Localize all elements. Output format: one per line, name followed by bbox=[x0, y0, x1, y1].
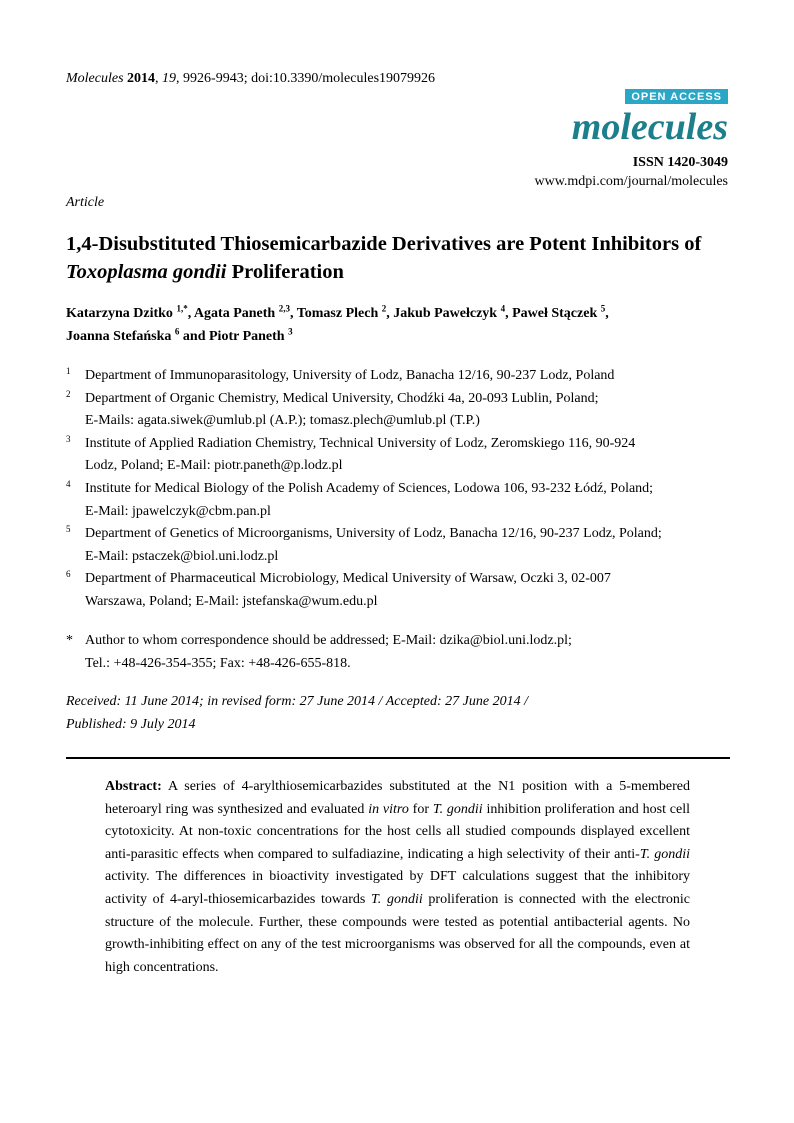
abstract-label: Abstract: bbox=[105, 779, 162, 794]
author-name: Tomasz Plech bbox=[296, 306, 379, 321]
affiliation-item bbox=[66, 568, 730, 613]
correspondence-line1: Author to whom correspondence should be addressed; E-Mail: dzika@biol.uni.lodz.pl; bbox=[85, 633, 572, 648]
author-sup: 6 bbox=[174, 326, 180, 337]
affiliation-text: Department of Genetics of Microorganisms, University of Lodz, Banacha 12/16, 90-237 Lodz, Poland; bbox=[85, 526, 662, 542]
correspondence bbox=[66, 630, 730, 675]
issn: ISSN 1420-3049 bbox=[632, 155, 728, 170]
affiliation-email: E-Mail: jpawelczyk@cbm.pan.pl bbox=[85, 503, 271, 519]
affiliation-number: 1 bbox=[66, 366, 71, 376]
affiliations bbox=[66, 365, 730, 614]
affiliation-email: Lodz, Poland; E-Mail: piotr.paneth@p.lodz.pl bbox=[85, 458, 343, 474]
author-sup: 5 bbox=[600, 303, 606, 314]
author-sup: 1, bbox=[176, 303, 184, 314]
abstract-text: A series of 4-arylthiosemicarbazides substituted at the N1 position with a 5-membered heteroaryl ring was synthesized and evaluated bbox=[105, 779, 690, 817]
abstract-text: activity. The differences in bioactivity investigated by DFT calculations suggest that the inhibitory activity of 4-aryl-thiosemicarbazides towards bbox=[105, 869, 690, 907]
title-italic: Toxoplasma gondii bbox=[66, 261, 227, 283]
affiliation-item bbox=[66, 433, 730, 478]
dates-line2: Published: 9 July 2014 bbox=[66, 717, 196, 732]
abstract-text: inhibition proliferation and host cell cytotoxicity. At non-toxic concentrations for the host cells all studied compounds displayed excellent anti-parasitic effects when compared to sulfadiazine, indicating a high selectivity of their anti- bbox=[105, 801, 690, 862]
open-access-badge: OPEN ACCESS bbox=[625, 89, 728, 104]
affiliation-text: Institute for Medical Biology of the Polish Academy of Sciences, Lodowa 106, 93-232 Łódź, Poland; bbox=[85, 480, 654, 496]
publication-dates bbox=[66, 690, 730, 736]
affiliation-item bbox=[66, 365, 730, 388]
author-name: Jakub Pawełczyk bbox=[393, 306, 498, 321]
affiliation-text: Department of Organic Chemistry, Medical University, Chodźki 4a, 20-093 Lublin, Poland; bbox=[85, 390, 599, 406]
abstract-italic: T. gondii bbox=[432, 801, 483, 817]
citation-line: Molecules 2014, 19, 9926-9943; doi:10.3390/molecules19079926 bbox=[66, 71, 436, 86]
title-part1: 1,4-Disubstituted Thiosemicarbazide Derivatives are Potent Inhibitors of bbox=[66, 233, 702, 255]
affiliation-text: Department of Immunoparasitology, University of Lodz, Banacha 12/16, 90-237 Lodz, Poland bbox=[85, 368, 615, 383]
abstract-text: for bbox=[408, 801, 433, 817]
author-list bbox=[66, 302, 730, 348]
journal-url[interactable]: www.mdpi.com/journal/molecules bbox=[534, 174, 728, 189]
author-sup: 2 bbox=[381, 303, 387, 314]
author-sep: , bbox=[605, 306, 609, 321]
author-name: Joanna Stefańska bbox=[66, 329, 172, 344]
author-sep: , bbox=[386, 306, 394, 321]
dates-line1: Received: 11 June 2014; in revised form: 27 June 2014 / Accepted: 27 June 2014 / bbox=[66, 694, 528, 709]
journal-logo: molecules bbox=[571, 106, 728, 148]
abstract-text: proliferation is connected with the electronic structure of the molecule. Further, these compounds were tested as potential antibacterial agents. No growth-inhibiting effect on any of the test microorganisms was observed for all the compounds, even at high concentrations. bbox=[105, 891, 690, 975]
abstract-italic: T. gondii bbox=[639, 846, 690, 862]
author-sup: 4 bbox=[500, 303, 506, 314]
abstract-italic: in vitro bbox=[368, 801, 409, 817]
title-part2: Proliferation bbox=[226, 261, 344, 283]
affiliation-item bbox=[66, 523, 730, 568]
article-type: Article bbox=[66, 195, 105, 210]
author-sep: , bbox=[187, 306, 194, 321]
abstract-italic: T. gondii bbox=[371, 891, 423, 907]
citation-rest: , 9926-9943; doi:10.3390/molecules19079926 bbox=[176, 71, 436, 86]
affiliation-text: Institute of Applied Radiation Chemistry, Technical University of Lodz, Zeromskiego 116, 90-924 bbox=[85, 435, 636, 451]
section-divider bbox=[66, 757, 730, 759]
correspondence-line2: Tel.: +48-426-354-355; Fax: +48-426-655-818. bbox=[85, 655, 351, 671]
author-name: Agata Paneth bbox=[193, 306, 276, 321]
affiliation-email: E-Mails: agata.siwek@umlub.pl (A.P.); tomasz.plech@umlub.pl (T.P.) bbox=[85, 413, 480, 429]
author-sep: and bbox=[179, 329, 209, 344]
author-star: * bbox=[183, 303, 188, 314]
affiliation-item bbox=[66, 478, 730, 523]
author-sup: 2,3 bbox=[278, 303, 290, 314]
affiliation-text: Department of Pharmaceutical Microbiology, Medical University of Warsaw, Oczki 3, 02-007 bbox=[85, 571, 611, 587]
affiliation-number: 5 bbox=[66, 524, 71, 535]
citation-journal: Molecules bbox=[66, 71, 124, 86]
author-sep: , bbox=[289, 306, 297, 321]
author-sup: 3 bbox=[288, 326, 293, 337]
affiliation-number: 4 bbox=[66, 478, 71, 489]
affiliation-number: 3 bbox=[66, 433, 71, 444]
affiliation-number: 2 bbox=[66, 388, 71, 399]
affiliation-email: Warszawa, Poland; E-Mail: jstefanska@wum.edu.pl bbox=[85, 593, 378, 609]
article-title bbox=[66, 230, 726, 286]
affiliation-email: E-Mail: pstaczek@biol.uni.lodz.pl bbox=[85, 548, 279, 564]
author-name: Piotr Paneth bbox=[209, 329, 285, 344]
author-name: Paweł Stączek bbox=[512, 306, 598, 321]
author-sep: , bbox=[505, 306, 513, 321]
abstract bbox=[105, 776, 690, 979]
citation-year: 2014 bbox=[127, 71, 156, 86]
correspondence-star: * bbox=[66, 633, 73, 648]
citation-volume: 19 bbox=[162, 71, 177, 86]
affiliation-number: 6 bbox=[66, 569, 71, 580]
affiliation-item bbox=[66, 388, 730, 433]
author-name: Katarzyna Dzitko bbox=[66, 306, 173, 321]
